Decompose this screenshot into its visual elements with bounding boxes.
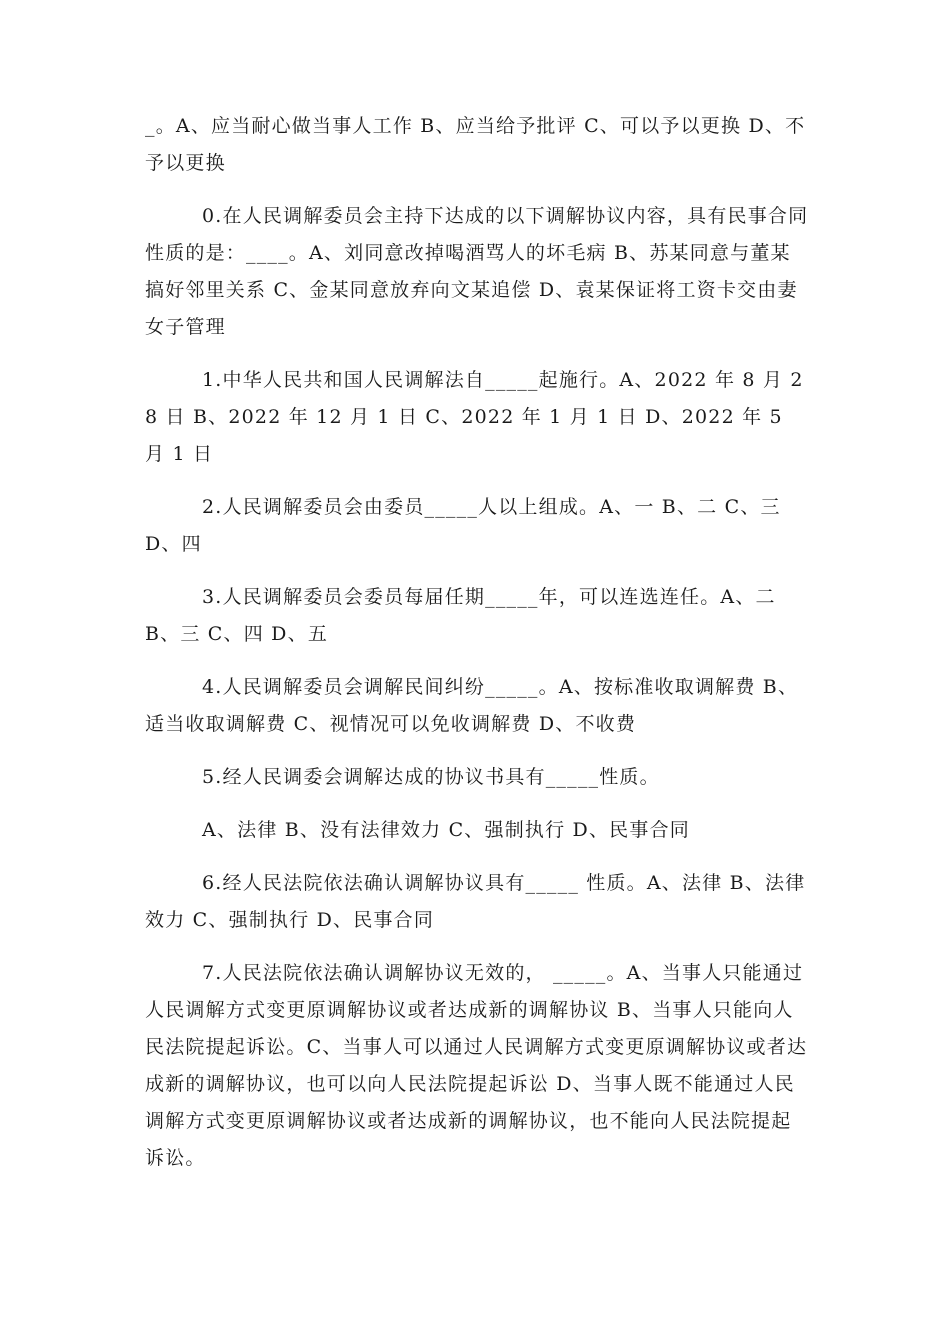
question-5-options: A、法律 B、没有法律效力 C、强制执行 D、民事合同 <box>202 819 690 841</box>
question-0: 0.在人民调解委员会主持下达成的以下调解协议内容，具有民事合同性质的是：____。A、刘同意改掉喝酒骂人的坏毛病 B、苏某同意与董某搞好邻里关系 C、金某同意放弃向文某追偿 D、袁某保证将工资卡交由妻女子管理 <box>145 205 809 338</box>
document-body <box>145 108 810 1193</box>
question-3: 3.人民调解委员会委员每届任期_____年，可以连选连任。A、二 B、三 C、四 D、五 <box>145 586 776 645</box>
question-5: 5.经人民调委会调解达成的协议书具有_____性质。 <box>202 766 660 788</box>
question-2: 2.人民调解委员会由委员_____人以上组成。A、一 B、二 C、三 D、四 <box>145 496 781 555</box>
question-1: 1.中华人民共和国人民调解法自_____起施行。A、2022 年 8 月 28 日 B、2022 年 12 月 1 日 C、2022 年 1 月 1 日 D、2022 年 5 月 1 日 <box>145 369 804 465</box>
question-6: 6.经人民法院依法确认调解协议具有_____ 性质。A、法律 B、法律效力 C、强制执行 D、民事合同 <box>145 872 806 931</box>
question-4: 4.人民调解委员会调解民间纠纷_____。A、按标准收取调解费 B、适当收取调解费 C、视情况可以免收调解费 D、不收费 <box>145 676 799 735</box>
question-7: 7.人民法院依法确认调解协议无效的， _____。A、当事人只能通过人民调解方式变更原调解协议或者达成新的调解协议 B、当事人只能向人民法院提起诉讼。C、当事人可以通过人民调解方式变更原调解协议或者达成新的调解协议，也可以向人民法院提起诉讼 D、当事人既不能通过人民调解方式变更原调解协议或者达成新的调解协议，也不能向人民法院提起诉讼。 <box>145 962 808 1169</box>
paragraph-continuation: _。A、应当耐心做当事人工作 B、应当给予批评 C、可以予以更换 D、不予以更换 <box>145 115 806 174</box>
